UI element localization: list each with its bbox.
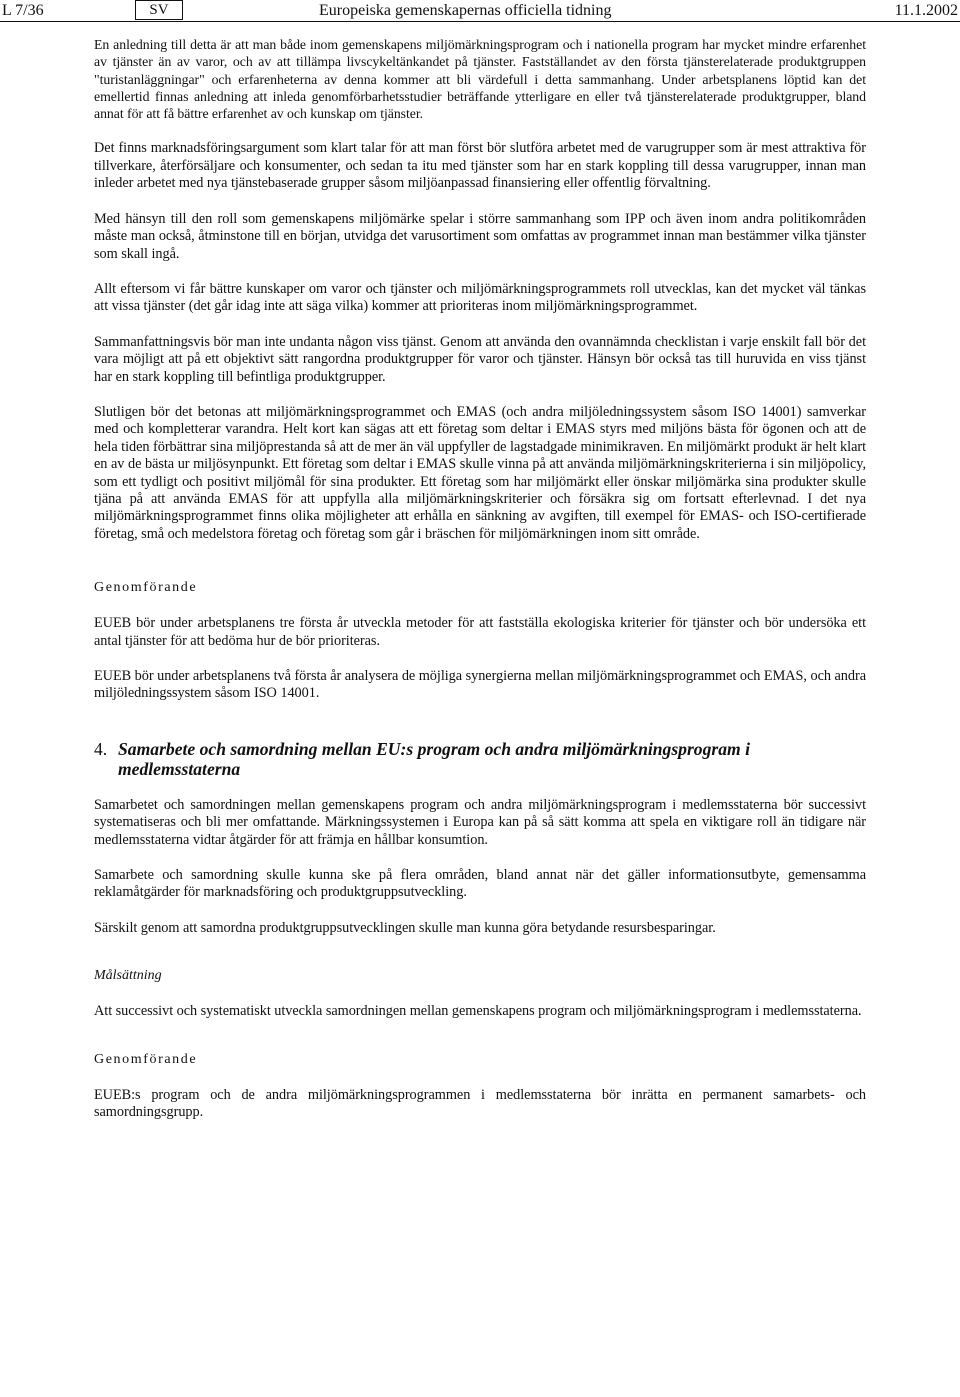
section-number: 4. [94,738,108,759]
paragraph: Slutligen bör det betonas att miljömärkningsprogrammet och EMAS (och andra miljöledningssystem såsom ISO 14001) samverkar med och kompletterar varandra. Helt kort kan sägas att ett företag som deltar i EMAS styrs med miljöns bästa för ögonen och att de hela tiden förbättrar sina miljöprestanda så att de mer än väl uppfyller de lagstadgade minimikraven. En miljömärkt produkt är helt klart en av de bästa ur miljösynpunkt. Ett företag som deltar i EMAS skulle vinna på att använda miljömärkningskriterierna i sin miljöpolicy, som ett tydligt och positivt miljömål för sina produkter. Ett företag som har miljömärkt eller önskar miljömärka sina produkter skulle tjäna på att använda EMAS för att uppfylla alla miljömärkningskriterier och försäkra sig om fortsatt efterlevnad. I det nya miljömärkningsprogrammet finns olika möjligheter att erhålla en sänkning av avgiften, till exempel för EMAS- och ISO-certifierade företag, små och medelstora företag och företag som går i bräschen för miljömärkningen inom sitt område. [94,403,866,542]
paragraph: Särskilt genom att samordna produktgruppsutvecklingen skulle man kunna göra betydande resursbesparingar. [94,919,716,936]
paragraph: Allt eftersom vi får bättre kunskaper om varor och tjänster och miljömärkningsprogrammets roll utvecklas, kan det mycket väl tänkas att vissa tjänster (det går idag inte att säga vilka) kommer att prioriteras inom miljömärkningsprogrammet. [94,280,866,315]
page-header [0,0,960,22]
section-heading [94,739,866,779]
document-body [94,36,866,1121]
page-reference: L 7/36 [2,2,44,19]
subheading-malsattning: Målsättning [94,968,162,984]
subheading-genomforande: Genomförande [94,580,198,596]
paragraph: Sammanfattningsvis bör man inte undanta någon viss tjänst. Genom att använda den ovannämnda checklistan i varje enskilt fall bör det vara möjligt att på ett objektivt sätt rangordna produktgrupper för varor och tjänster. Hänsyn bör också tas till huruvida en viss tjänst har en stark koppling till befintliga produktgrupper. [94,333,866,385]
paragraph: Att successivt och systematiskt utveckla samordningen mellan gemenskapens program och miljömärkningsprogram i medlemsstaterna. [94,1003,862,1020]
paragraph: EUEB:s program och de andra miljömärkningsprogrammen i medlemsstaterna bör inrätta en permanent samarbets- och samordningsgrupp. [94,1086,866,1121]
publication-date: 11.1.2002 [894,2,958,19]
header-rule [0,21,960,22]
paragraph: EUEB bör under arbetsplanens två första år analysera de möjliga synergierna mellan miljömärkningsprogrammet och EMAS, och andra miljöledningssystem såsom ISO 14001. [94,668,866,702]
paragraph: Med hänsyn till den roll som gemenskapens miljömärke spelar i större sammanhang som IPP och även inom andra politikområden måste man också, åtminstone till en början, utvidga det varusortiment som omfattas av programmet innan man bestämmer vilka tjänster som skall ingå. [94,210,866,262]
language-badge: SV [135,0,183,20]
paragraph: EUEB bör under arbetsplanens tre första år utveckla metoder för att fastställa ekologiska kriterier för tjänster och bör undersöka ett antal tjänster för att bedöma hur de bör prioriteras. [94,615,866,649]
section-title: Samarbete och samordning mellan EU:s program och andra miljömärkningsprogram i medlemsstaterna [118,738,751,779]
paragraph: Samarbete och samordning skulle kunna ske på flera områden, bland annat när det gäller informationsutbyte, gemensamma reklamåtgärder för marknadsföring och produktgruppsutveckling. [94,867,866,901]
paragraph: En anledning till detta är att man både inom gemenskapens miljömärkningsprogram och i nationella program har mycket mindre erfarenhet av tjänster än av varor, och av att tillämpa livscykeltänkandet på tjänster. Fastställandet av den första tjänsterelaterade produktgruppen "turistanläggningar" och erfarenheterna av denna kommer att bli värdefull i detta sammanhang. Under arbetsplanens löptid kan det emellertid finnas anledning att inleda genomförbarhetsstudier beträffande ytterligare en eller två tjänsterelaterade produktgrupper, bland annat för att få bättre erfarenhet av och kunskap om tjänster. [94,37,866,122]
paragraph: Det finns marknadsföringsargument som klart talar för att man först bör slutföra arbetet med de varugrupper som är mest attraktiva för tillverkare, återförsäljare och konsumenter, och sedan ta itu med tjänster som har en stark koppling till dessa varugrupper, innan man inleder arbetet med nya tjänstebaserade grupper såsom miljöanpassad finansiering eller offentlig förvaltning. [94,140,866,192]
paragraph: Samarbetet och samordningen mellan gemenskapens program och andra miljömärkningsprogram i medlemsstaterna bör successivt systematiseras och bli mer omfattande. Märkningssystemen i Europa kan på så sätt komma att spela en viktigare roll än tidigare när medlemsstaterna vidtar åtgärder för att främja en hållbar konsumtion. [94,796,866,848]
journal-title: Europeiska gemenskapernas officiella tidning [319,2,612,19]
subheading-genomforande: Genomförande [94,1051,198,1067]
